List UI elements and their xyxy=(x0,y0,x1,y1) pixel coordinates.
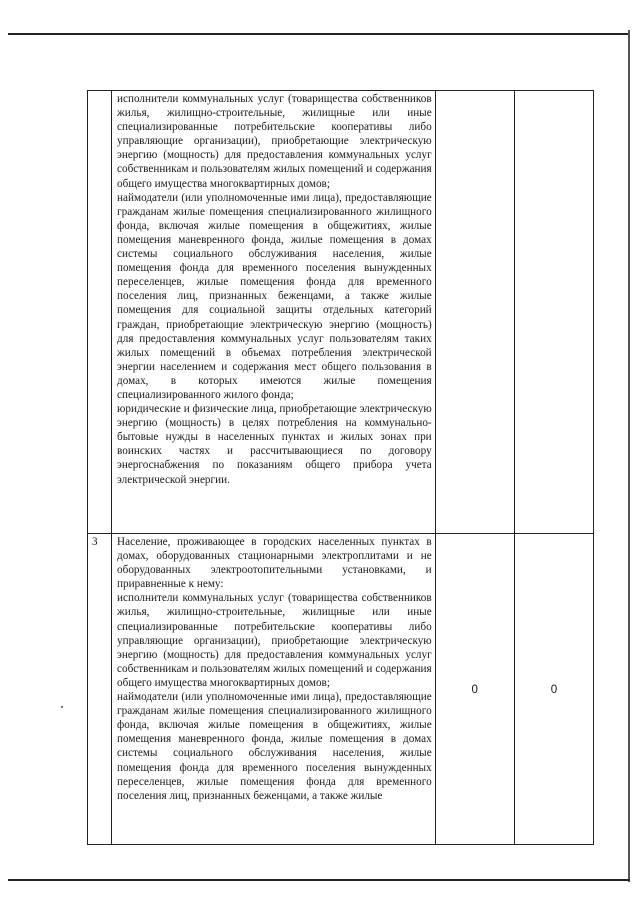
paragraph: исполнители коммунальных услуг (товарищества собственников жилья, жилищно-строительные, жилищные или иные специализированные потребительские кооперативы либо управляющие организации), приобретающие электрическую энергию (мощность) для предоставления коммунальных услуг собственникам и пользователям жилых помещений и содержания общего имущества многоквартирных домов; xyxy=(117,592,432,689)
row-number: 3 xyxy=(88,534,112,845)
row-description xyxy=(112,91,436,534)
tariff-table xyxy=(87,90,594,845)
paragraph: наймодатели (или уполномоченные ими лица), предоставляющие гражданам жилые помещения специализированного жилищного фонда, включая жилые помещения в общежитиях, жилые помещения маневренного фонда, жилые помещения в домах системы социального обслуживания населения, жилые помещения фонда для временного поселения вынужденных переселенцев, жилые помещения фонда для временного поселения лиц, признанных беженцами, а также жилые помещения для социальной защиты отдельных категорий граждан, приобретающие электрическую энергию (мощность) для предоставления коммунальных услуг пользователям таких жилых помещений в объемах потребления электрической энергии населением и содержания мест общего пользования в домах, в которых имеются жилые помещения специализированного жилого фонда; xyxy=(117,191,432,401)
paragraph: исполнители коммунальных услуг (товарищества собственников жилья, жилищно-строительные, жилищные или иные специализированные потребительские кооперативы либо управляющие организации), приобретающие электрическую энергию (мощность) для предоставления коммунальных услуг собственникам и пользователям жилых помещений и содержания общего имущества многоквартирных домов; xyxy=(117,93,432,190)
table-row xyxy=(88,91,594,534)
row-value-1 xyxy=(435,91,514,534)
paragraph: наймодатели (или уполномоченные ими лица), предоставляющие гражданам жилые помещения специализированного жилищного фонда, включая жилые помещения в общежитиях, жилые помещения маневренного фонда, жилые помещения в домах системы социального обслуживания населения, жилые помещения фонда для временного поселения вынужденных переселенцев, жилые помещения фонда для временного поселения лиц, признанных беженцами, а также жилые xyxy=(117,691,432,802)
scan-border-right xyxy=(628,30,630,882)
table-row xyxy=(88,534,594,845)
row-value-2 xyxy=(514,91,593,534)
paragraph: Население, проживающее в городских населенных пунктах в домах, оборудованных стационарными электроплитами и не оборудованных электроотопительными установками, и приравненные к нему: xyxy=(117,536,432,591)
row-description xyxy=(112,534,436,845)
row-value-1: 0 xyxy=(435,534,514,845)
scan-border-top xyxy=(8,33,630,35)
row-value-2: 0 xyxy=(514,534,593,845)
scan-speck xyxy=(61,706,63,708)
scan-border-bottom xyxy=(8,879,630,881)
row-number xyxy=(88,91,112,534)
paragraph: юридические и физические лица, приобретающие электрическую энергию (мощность) в целях потребления на коммунально-бытовые нужды в населенных пунктах и жилых зонах при воинских частях и рассчитывающиеся по договору энергоснабжения по показаниям общего прибора учета электрической энергии. xyxy=(117,403,432,486)
